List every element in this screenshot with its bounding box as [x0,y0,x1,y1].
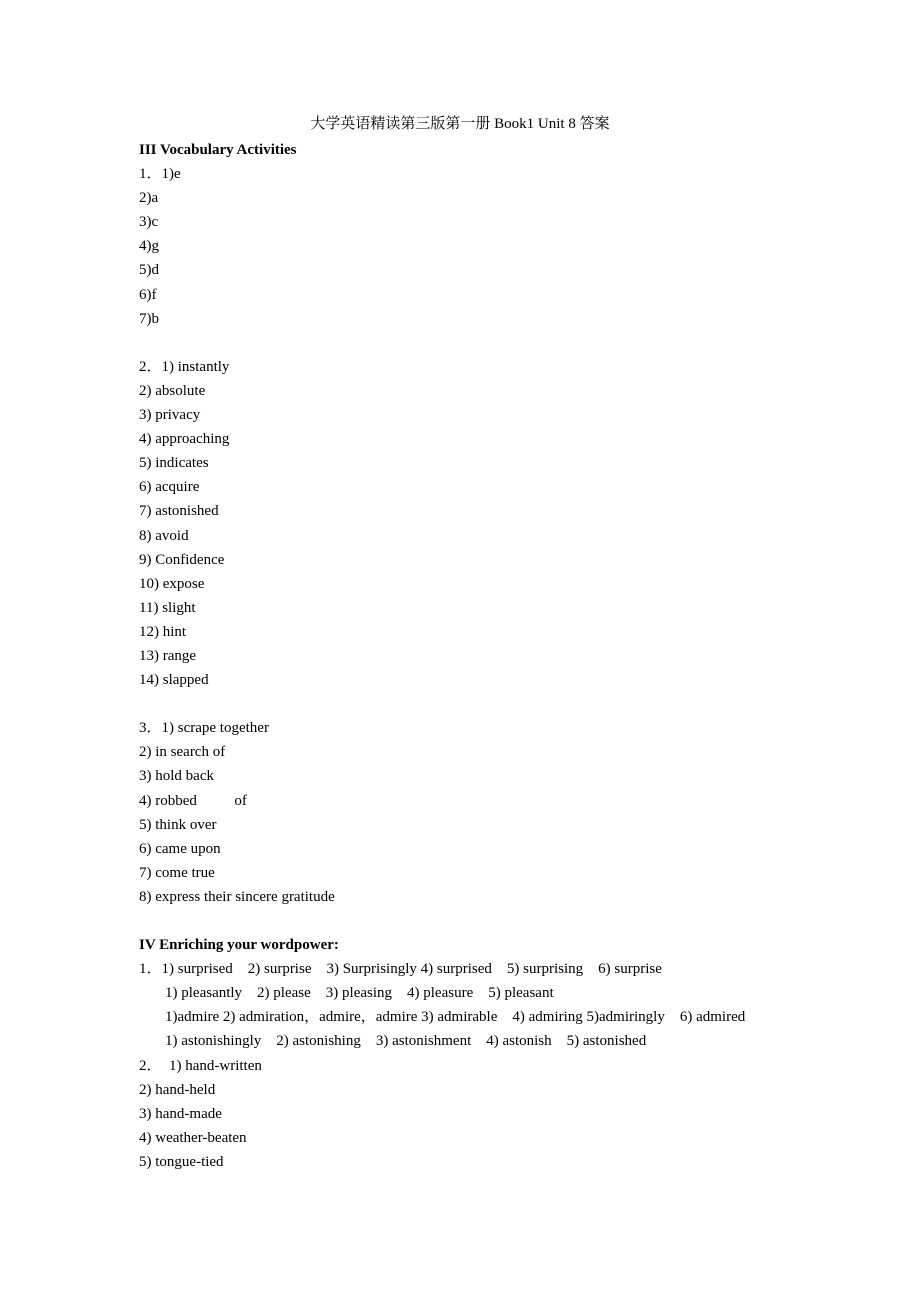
spacer [139,331,745,355]
answer-line: 5) think over [139,816,217,833]
answer-line: 2)a [139,190,159,207]
answer-line: 7)b [139,310,159,327]
answer-line: 4) approaching [139,431,230,448]
answer-line: 1)admire 2) admiration，admire，admire 3) admirable 4) admiring 5)admiringly 6) admired [165,1009,746,1026]
answer-line: 13) range [139,647,197,664]
answer-line: 5) indicates [139,455,209,472]
answer-line: 4)g [139,238,159,255]
answer-line: 14) slapped [139,672,209,689]
answer-line: 3) privacy [139,407,201,424]
answer-line: 7) come true [139,864,215,881]
answer-line: 6) came upon [139,840,221,857]
exercise-compounds [139,1054,745,1174]
answer-line: 10) expose [139,575,205,592]
answer-line: 6) acquire [139,479,200,496]
answer-line: 2．1) instantly [139,358,230,375]
answer-line: 3) hand-made [139,1105,222,1122]
answer-line: 9) Confidence [139,551,225,568]
answer-line: 2) in search of [139,744,226,761]
answer-line: 2) absolute [139,382,206,399]
answer-line: 1) pleasantly 2) please 3) pleasing 4) pleasure 5) pleasant [165,985,554,1002]
answer-line: 3．1) scrape together [139,720,269,737]
section-heading-wordpower: IV Enriching your wordpower: [139,937,339,954]
exercise-3-phrases [139,716,745,909]
answer-line: 6)f [139,286,157,303]
answer-line: 8) avoid [139,527,189,544]
answer-line: 1．1) surprised 2) surprise 3) Surprisingly 4) surprised 5) surprising 6) surprise [139,961,662,978]
answer-line: 5)d [139,262,159,279]
answer-line: 12) hint [139,623,187,640]
exercise-word-forms [139,957,745,1053]
answer-line: 2) hand-held [139,1081,216,1098]
answer-line: 7) astonished [139,503,219,520]
answer-line: 3)c [139,214,159,231]
spacer [139,692,745,716]
page-title: 大学英语精读第三版第一册 Book1 Unit 8 答案 [310,116,610,132]
answer-line: 8) express their sincere gratitude [139,888,335,905]
answer-line: 5) tongue-tied [139,1153,224,1170]
answer-line: 1) astonishingly 2) astonishing 3) astonishment 4) astonish 5) astonished [165,1033,647,1050]
answer-line: 4) robbed of [139,792,247,809]
section-heading-vocabulary: III Vocabulary Activities [139,142,297,158]
answer-line: 4) weather-beaten [139,1129,247,1146]
answer-line: 11) slight [139,599,196,616]
answer-line: 3) hold back [139,768,214,785]
exercise-2-words [139,355,745,692]
spacer [139,909,745,933]
exercise-1-matching [139,162,745,331]
answer-content [139,138,745,1174]
answer-line: 2． 1) hand-written [139,1057,262,1074]
answer-line: 1．1)e [139,166,181,183]
